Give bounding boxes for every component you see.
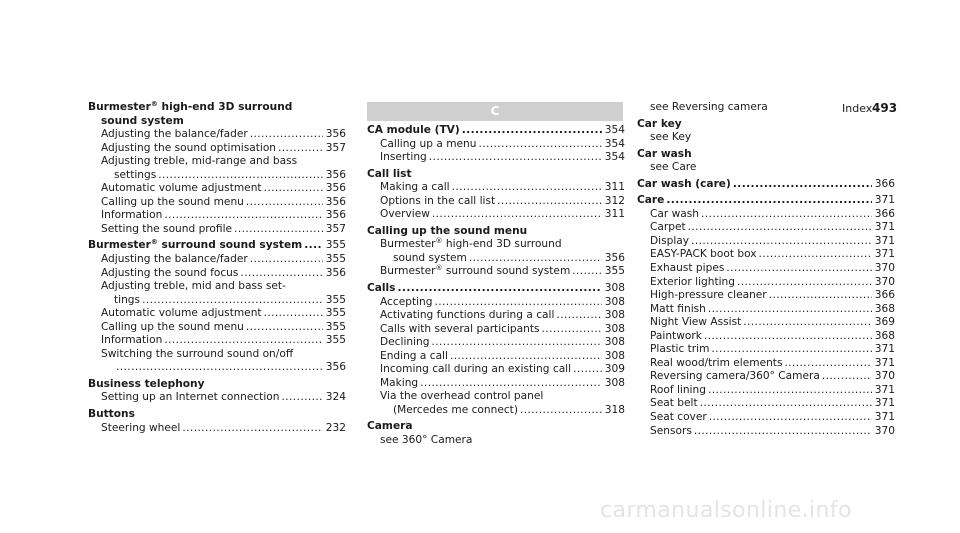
index-subentry bbox=[637, 221, 895, 235]
dot-leader bbox=[704, 330, 872, 344]
index-subentry bbox=[637, 235, 895, 249]
page-reference: 371 bbox=[874, 411, 895, 424]
index-subentry bbox=[637, 262, 895, 276]
entry-text: (Mercedes me connect) bbox=[393, 403, 518, 416]
page-reference: 308 bbox=[604, 309, 625, 322]
entry-text: Switching the surround sound on/off bbox=[101, 347, 294, 360]
page-reference: 356 bbox=[325, 209, 346, 222]
entry-text: Seat cover bbox=[650, 411, 707, 424]
index-subentry bbox=[88, 155, 346, 182]
entry-text: Business telephony bbox=[88, 377, 205, 390]
dot-leader bbox=[281, 391, 322, 405]
dot-leader bbox=[452, 181, 602, 195]
entry-text: Making a call bbox=[380, 181, 450, 194]
page-reference: 311 bbox=[604, 208, 625, 221]
index-column-2 bbox=[367, 124, 625, 448]
entry-text: see 360° Camera bbox=[380, 434, 473, 447]
entry-text: Accepting bbox=[380, 295, 433, 308]
page-reference: 308 bbox=[604, 376, 625, 389]
entry-text: Night View Assist bbox=[650, 316, 742, 329]
page-reference: 318 bbox=[604, 403, 625, 416]
entry-text: Adjusting the sound optimisation bbox=[101, 141, 277, 154]
page-reference: 356 bbox=[325, 361, 346, 374]
dot-leader bbox=[246, 321, 323, 335]
dot-leader bbox=[234, 223, 323, 237]
section-letter-heading: C bbox=[367, 102, 623, 121]
entry-text: Calling up the sound menu bbox=[367, 224, 528, 237]
page-reference: 355 bbox=[325, 334, 346, 347]
index-subentry bbox=[637, 343, 895, 357]
index-entry bbox=[637, 194, 895, 208]
page-reference: 356 bbox=[325, 168, 346, 181]
entry-text: Burmester® high-end 3D surround bbox=[88, 100, 293, 113]
entry-text: Inserting bbox=[380, 151, 427, 164]
dot-leader bbox=[737, 276, 872, 290]
page-reference: 366 bbox=[874, 289, 895, 302]
page-reference: 371 bbox=[874, 343, 895, 356]
dot-leader bbox=[701, 208, 872, 222]
dot-leader bbox=[462, 124, 602, 138]
index-subentry bbox=[88, 196, 346, 210]
entry-text: Calling up the sound menu bbox=[101, 195, 244, 208]
entry-text: Call list bbox=[367, 167, 412, 180]
index-subentry bbox=[88, 223, 346, 237]
dot-leader bbox=[264, 307, 323, 321]
index-subentry bbox=[367, 390, 625, 417]
page-reference: 355 bbox=[325, 293, 346, 306]
index-entry bbox=[367, 124, 625, 138]
entry-text: Car wash bbox=[637, 147, 692, 160]
dot-leader bbox=[711, 343, 871, 357]
entry-text: Information bbox=[101, 209, 163, 222]
index-subentry bbox=[637, 289, 895, 303]
dot-leader bbox=[420, 377, 602, 391]
entry-text: Camera bbox=[367, 420, 413, 433]
dot-leader bbox=[240, 267, 322, 281]
dot-leader bbox=[497, 195, 602, 209]
index-subentry bbox=[637, 131, 895, 145]
entry-text: Steering wheel bbox=[101, 421, 181, 434]
page-reference: 308 bbox=[604, 322, 625, 335]
dot-leader bbox=[542, 323, 602, 337]
entry-text: Activating functions during a call bbox=[380, 309, 555, 322]
index-entry bbox=[637, 118, 895, 132]
entry-text: Declining bbox=[380, 336, 430, 349]
index-subentry bbox=[88, 422, 346, 436]
entry-text: Roof lining bbox=[650, 383, 706, 396]
index-subentry bbox=[637, 411, 895, 425]
index-subentry bbox=[367, 296, 625, 310]
page-reference: 356 bbox=[604, 251, 625, 264]
page-reference: 356 bbox=[325, 128, 346, 141]
entry-text: High-pressure cleaner bbox=[650, 289, 767, 302]
dot-leader bbox=[666, 194, 871, 208]
dot-leader bbox=[709, 411, 872, 425]
entry-text: CA module (TV) bbox=[367, 124, 460, 136]
dot-leader bbox=[733, 178, 872, 192]
index-subentry bbox=[637, 370, 895, 384]
dot-leader bbox=[250, 253, 323, 267]
dot-leader bbox=[700, 397, 872, 411]
index-subentry bbox=[637, 425, 895, 439]
dot-leader bbox=[450, 350, 602, 364]
page-reference: 371 bbox=[874, 221, 895, 234]
index-entry bbox=[367, 282, 625, 296]
entry-text: sound system bbox=[101, 114, 184, 127]
entry-text: Adjusting the balance/fader bbox=[101, 253, 248, 266]
entry-text: Matt finish bbox=[650, 302, 706, 315]
index-subentry bbox=[637, 316, 895, 330]
entry-text: Calls with several participants bbox=[380, 322, 540, 335]
index-subentry bbox=[637, 330, 895, 344]
index-entry bbox=[367, 168, 625, 182]
page-reference: 355 bbox=[325, 239, 346, 252]
index-subentry bbox=[367, 323, 625, 337]
index-subentry bbox=[637, 248, 895, 262]
index-subentry bbox=[637, 384, 895, 398]
index-entry bbox=[637, 148, 895, 162]
entry-text: Exterior lighting bbox=[650, 275, 735, 288]
page-reference: 368 bbox=[874, 329, 895, 342]
entry-text: Sensors bbox=[650, 424, 692, 437]
index-subentry bbox=[88, 307, 346, 321]
page-reference: 232 bbox=[325, 421, 346, 434]
dot-leader bbox=[759, 248, 872, 262]
page-reference: 371 bbox=[874, 248, 895, 261]
index-entry bbox=[367, 225, 625, 239]
dot-leader bbox=[726, 262, 871, 276]
entry-text: Plastic trim bbox=[650, 343, 710, 356]
dot-leader bbox=[572, 265, 602, 279]
entry-text: Information bbox=[101, 334, 163, 347]
index-entry bbox=[88, 101, 346, 128]
dot-leader bbox=[429, 151, 602, 165]
index-subentry bbox=[88, 267, 346, 281]
page-reference: 308 bbox=[604, 295, 625, 308]
entry-text: Car wash bbox=[650, 207, 700, 220]
entry-text: Burmester® surround sound system bbox=[88, 238, 303, 252]
dot-leader bbox=[469, 252, 602, 266]
entry-text: Car wash (care) bbox=[637, 177, 731, 190]
index-subentry bbox=[367, 363, 625, 377]
entry-text: Buttons bbox=[88, 408, 135, 421]
dot-leader bbox=[743, 316, 872, 330]
entry-text: Adjusting treble, mid-range and bass bbox=[101, 155, 298, 168]
index-subentry bbox=[88, 253, 346, 267]
entry-text: Ending a call bbox=[380, 349, 448, 362]
entry-text: see Key bbox=[650, 131, 692, 144]
entry-text: Display bbox=[650, 234, 690, 247]
page-reference: 355 bbox=[325, 307, 346, 320]
entry-text: Care bbox=[637, 194, 665, 207]
page-reference: 355 bbox=[325, 253, 346, 266]
entry-text: Automatic volume adjustment bbox=[101, 307, 262, 320]
dot-leader bbox=[708, 384, 872, 398]
page-reference: 308 bbox=[604, 349, 625, 362]
dot-leader bbox=[250, 128, 323, 142]
page-reference: 371 bbox=[874, 234, 895, 247]
dot-leader bbox=[520, 404, 602, 418]
index-subentry bbox=[637, 276, 895, 290]
page-reference: 357 bbox=[325, 222, 346, 235]
index-subentry bbox=[637, 357, 895, 371]
page-reference: 356 bbox=[325, 266, 346, 279]
page-reference: 354 bbox=[604, 124, 625, 136]
page-reference: 356 bbox=[325, 195, 346, 208]
entry-text: Automatic volume adjustment bbox=[101, 182, 262, 195]
entry-text: Real wood/trim elements bbox=[650, 356, 783, 369]
dot-leader bbox=[431, 336, 601, 350]
page-reference: 308 bbox=[604, 282, 625, 295]
page-number: 493 bbox=[872, 101, 898, 115]
dot-leader bbox=[556, 309, 601, 323]
dot-leader bbox=[182, 422, 322, 436]
dot-leader bbox=[691, 235, 872, 249]
page-reference: 354 bbox=[604, 151, 625, 164]
entry-text: Burmester® high-end 3D surround bbox=[380, 237, 562, 251]
entry-text: Options in the call list bbox=[380, 194, 496, 207]
index-subentry bbox=[367, 309, 625, 323]
index-subentry bbox=[367, 238, 625, 265]
index-subentry bbox=[637, 303, 895, 317]
index-subentry bbox=[367, 151, 625, 165]
page-reference: 370 bbox=[874, 262, 895, 275]
index-subentry bbox=[88, 334, 346, 348]
index-subentry bbox=[88, 182, 346, 196]
dot-leader bbox=[142, 294, 323, 308]
entry-text: Overview bbox=[380, 208, 430, 221]
dot-leader bbox=[398, 282, 602, 296]
dot-leader bbox=[304, 239, 323, 253]
entry-text: Adjusting treble, mid and bass set- bbox=[101, 280, 286, 293]
page-reference: 371 bbox=[874, 383, 895, 396]
entry-text: see Reversing camera bbox=[650, 101, 768, 113]
dot-leader bbox=[116, 361, 323, 375]
dot-leader bbox=[478, 138, 601, 152]
entry-text: Exhaust pipes bbox=[650, 262, 725, 275]
dot-leader bbox=[435, 296, 602, 310]
index-subentry bbox=[88, 391, 346, 405]
watermark: carmanualsonline.info bbox=[600, 498, 852, 523]
entry-text: settings bbox=[114, 168, 157, 181]
page-reference: 354 bbox=[604, 137, 625, 150]
index-subentry bbox=[367, 208, 625, 222]
index-subentry bbox=[88, 128, 346, 142]
page-reference: 370 bbox=[874, 370, 895, 383]
page-reference: 366 bbox=[874, 207, 895, 220]
entry-text: Car key bbox=[637, 117, 682, 130]
index-subentry bbox=[88, 209, 346, 223]
index-subentry bbox=[367, 336, 625, 350]
index-subentry bbox=[88, 142, 346, 156]
dot-leader bbox=[264, 182, 323, 196]
entry-text: sound system bbox=[393, 251, 467, 264]
index-subentry bbox=[88, 280, 346, 307]
page-reference: 355 bbox=[325, 320, 346, 333]
dot-leader bbox=[164, 209, 322, 223]
index-entry bbox=[88, 408, 346, 422]
page-reference: 371 bbox=[874, 397, 895, 410]
page-reference: 368 bbox=[874, 302, 895, 315]
entry-text: Seat belt bbox=[650, 397, 698, 410]
entry-text: see Care bbox=[650, 161, 697, 174]
index-subentry bbox=[367, 195, 625, 209]
index-entry bbox=[88, 378, 346, 392]
index-subentry bbox=[637, 208, 895, 222]
index-entry bbox=[88, 239, 346, 253]
index-subentry bbox=[367, 350, 625, 364]
dot-leader bbox=[158, 169, 323, 183]
index-subentry bbox=[367, 377, 625, 391]
page-reference: 308 bbox=[604, 336, 625, 349]
dot-leader bbox=[246, 196, 323, 210]
entry-text: Setting up an Internet connection bbox=[101, 391, 280, 404]
entry-text: Burmester® surround sound system bbox=[380, 264, 571, 278]
entry-text: Carpet bbox=[650, 221, 686, 234]
entry-text: Making bbox=[380, 376, 419, 389]
index-subentry bbox=[367, 265, 625, 279]
index-subentry bbox=[88, 321, 346, 335]
index-subentry bbox=[637, 161, 895, 175]
index-subentry bbox=[367, 138, 625, 152]
dot-leader bbox=[708, 303, 872, 317]
index-column-3 bbox=[637, 101, 898, 438]
running-header-label: Index bbox=[842, 102, 873, 115]
index-subentry bbox=[637, 397, 895, 411]
page-reference: 355 bbox=[604, 265, 625, 278]
dot-leader bbox=[784, 357, 871, 371]
page-reference: 357 bbox=[325, 141, 346, 154]
page-reference: 309 bbox=[604, 363, 625, 376]
dot-leader bbox=[822, 370, 872, 384]
dot-leader bbox=[278, 142, 323, 156]
index-entry bbox=[637, 178, 895, 192]
page-reference: 371 bbox=[874, 194, 895, 207]
dot-leader bbox=[573, 363, 602, 377]
page-reference: 311 bbox=[604, 181, 625, 194]
entry-text: Adjusting the balance/fader bbox=[101, 128, 248, 141]
entry-text: Setting the sound profile bbox=[101, 222, 233, 235]
entry-text: tings bbox=[114, 293, 141, 306]
dot-leader bbox=[688, 221, 872, 235]
index-subentry bbox=[88, 348, 346, 375]
page-reference: 371 bbox=[874, 356, 895, 369]
page-reference: 312 bbox=[604, 194, 625, 207]
entry-text: EASY-PACK boot box bbox=[650, 248, 757, 261]
index-subentry bbox=[637, 101, 898, 115]
entry-text: Paintwork bbox=[650, 329, 702, 342]
page-reference: 324 bbox=[325, 391, 346, 404]
page-reference: 369 bbox=[874, 316, 895, 329]
page-reference: 370 bbox=[874, 275, 895, 288]
entry-text: Incoming call during an existing call bbox=[380, 363, 572, 376]
index-subentry bbox=[367, 181, 625, 195]
page-reference: 356 bbox=[325, 182, 346, 195]
entry-text: Adjusting the sound focus bbox=[101, 266, 239, 279]
page-reference: 370 bbox=[874, 424, 895, 437]
entry-text: Calling up the sound menu bbox=[101, 320, 244, 333]
entry-text: Calling up a menu bbox=[380, 137, 477, 150]
index-subentry bbox=[367, 434, 625, 448]
entry-text: Via the overhead control panel bbox=[380, 390, 544, 403]
entry-text: Calls bbox=[367, 282, 396, 295]
entry-text: Reversing camera/360° Camera bbox=[650, 370, 820, 383]
dot-leader bbox=[694, 425, 872, 439]
index-column-1 bbox=[88, 101, 346, 435]
page-reference: 366 bbox=[874, 177, 895, 190]
dot-leader bbox=[769, 289, 872, 303]
dot-leader bbox=[432, 208, 602, 222]
index-entry bbox=[367, 420, 625, 434]
dot-leader bbox=[164, 334, 322, 348]
